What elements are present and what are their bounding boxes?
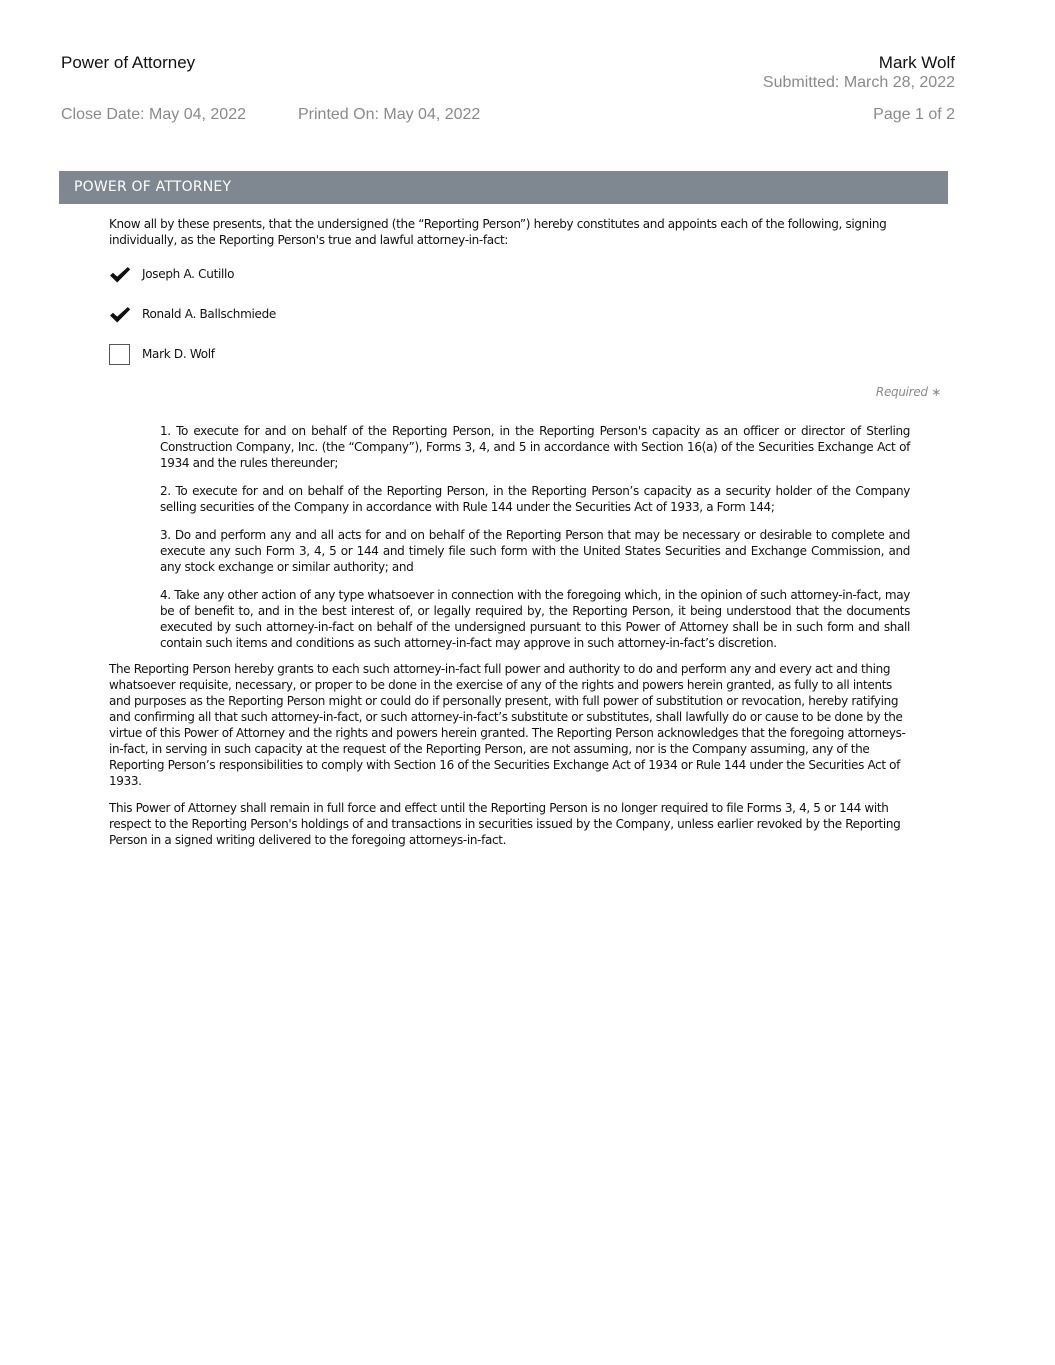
checkmark-icon[interactable]	[109, 264, 130, 285]
attorney-option-wolf[interactable]	[109, 343, 215, 365]
section-heading: POWER OF ATTORNEY	[59, 171, 948, 204]
attorney-name: Ronald A. Ballschmiede	[142, 307, 277, 321]
checkmark-icon[interactable]	[109, 304, 130, 325]
submitted-date: Submitted: March 28, 2022	[762, 74, 955, 91]
close-date: Close Date: May 04, 2022	[61, 106, 246, 123]
printed-on-date: Printed On: May 04, 2022	[298, 106, 481, 123]
attorney-option-ballschmiede[interactable]	[109, 303, 277, 325]
duration-paragraph: This Power of Attorney shall remain in full force and effect until the Reporting Person is no longer required to file Forms 3, 4, 5 or 144 with respect to the Reporting Person's holdings of and transactions in securities issued by the Company, unless earlier revoked by the Reporting Person in a signed writing delivered to the foregoing attorneys-in-fact.	[109, 801, 901, 847]
page-number: Page 1 of 2	[873, 106, 955, 123]
power-item: 1. To execute for and on behalf of the Reporting Person, in the Reporting Person's capacity as an officer or director of Sterling Construction Company, Inc. (the “Company”), Forms 3, 4, and 5 in accordance with Section 16(a) of the Securities Exchange Act of 1934 and the rules thereunder;	[160, 424, 910, 470]
attorney-option-cutillo[interactable]	[109, 263, 235, 285]
submitter-name: Mark Wolf	[878, 53, 955, 72]
intro-paragraph: Know all by these presents, that the undersigned (the “Reporting Person”) hereby constitutes and appoints each of the following, signing individually, as the Reporting Person's true and lawful attorney-in-fact:	[109, 217, 887, 247]
document-title: Power of Attorney	[61, 53, 196, 72]
attorney-name: Joseph A. Cutillo	[142, 267, 235, 281]
power-item: 2. To execute for and on behalf of the Reporting Person, in the Reporting Person’s capacity as a security holder of the Company selling securities of the Company in accordance with Rule 144 under the Securities Act of 1933, a Form 144;	[160, 484, 910, 514]
power-item: 3. Do and perform any and all acts for and on behalf of the Reporting Person that may be necessary or desirable to complete and execute any such Form 3, 4, 5 or 144 and timely file such form with the United States Securities and Exchange Commission, and any stock exchange or similar authority; and	[160, 528, 910, 574]
powers-list	[160, 423, 910, 663]
required-indicator: Required ∗	[875, 385, 941, 399]
power-item: 4. Take any other action of any type whatsoever in connection with the foregoing which, in the opinion of such attorney-in-fact, may be of benefit to, and in the best interest of, or legally required by, the Reporting Person, it being understood that the documents executed by such attorney-in-fact on behalf of the undersigned pursuant to this Power of Attorney shall be in such form and shall contain such items and conditions as such attorney-in-fact may approve in such attorney-in-fact’s discretion.	[160, 588, 910, 650]
empty-checkbox-icon[interactable]	[109, 344, 130, 365]
attorney-name: Mark D. Wolf	[142, 347, 215, 361]
grant-paragraph: The Reporting Person hereby grants to each such attorney-in-fact full power and authority to do and perform any and every act and thing whatsoever requisite, necessary, or proper to be done in the exercise of any of the rights and powers herein granted, as fully to all intents and purposes as the Reporting Person might or could do if personally present, with full power of substitution or revocation, hereby ratifying and confirming all that such attorney-in-fact, or such attorney-in-fact’s substitute or substitutes, shall lawfully do or cause to be done by the virtue of this Power of Attorney and the rights and powers herein granted. The Reporting Person acknowledges that the foregoing attorneys-in-fact, in serving in such capacity at the request of the Reporting Person, are not assuming, nor is the Company assuming, any of the Reporting Person’s responsibilities to comply with Section 16 of the Securities Exchange Act of 1934 or Rule 144 under the Securities Act of 1933.	[109, 662, 906, 788]
